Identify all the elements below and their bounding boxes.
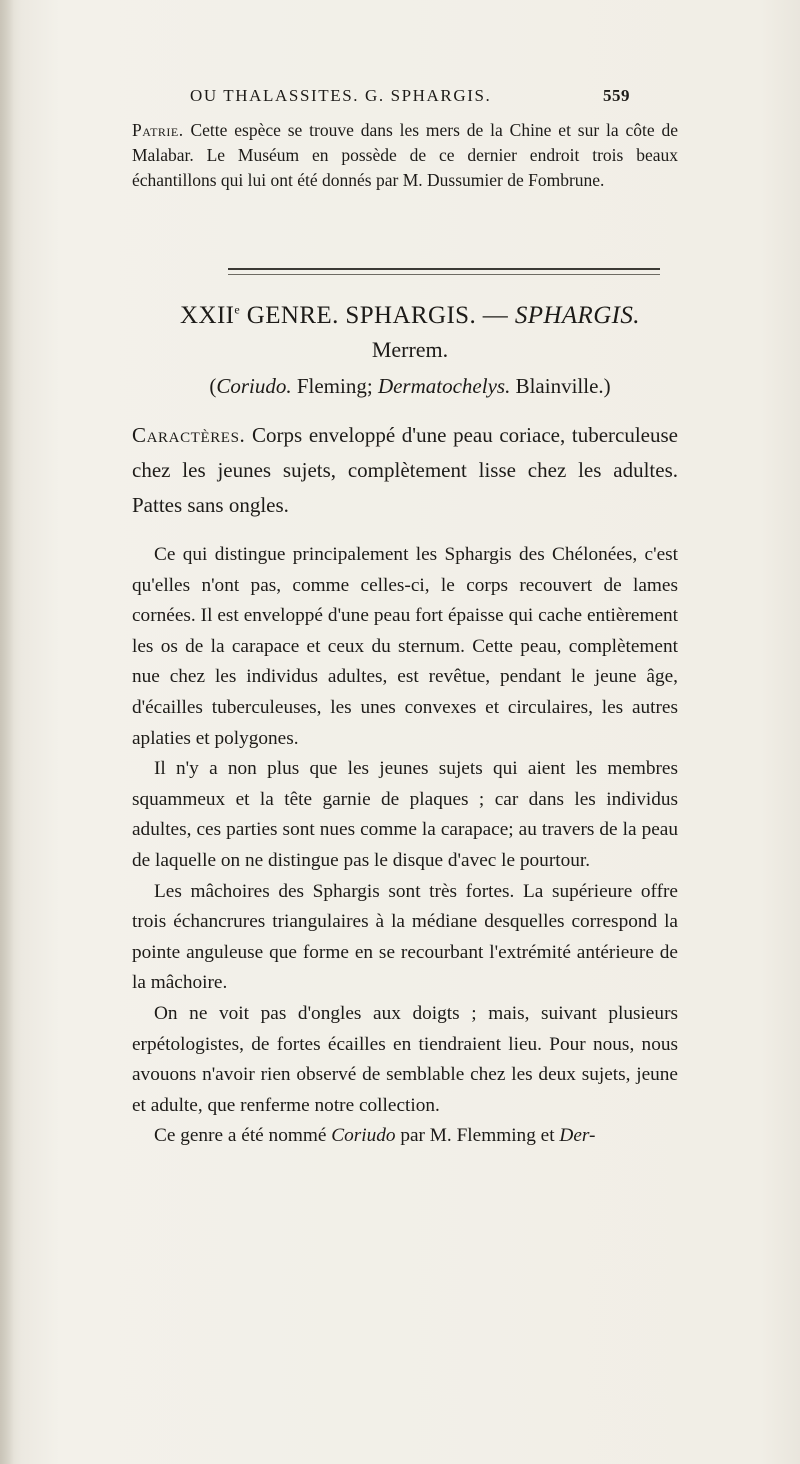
- genre-numeral-sup: e: [234, 302, 241, 317]
- page-number: 559: [603, 86, 630, 105]
- page-gutter-shadow: [0, 0, 14, 1464]
- body-paragraph-5: [132, 1121, 678, 1152]
- genre-italic-name: SPHARGIS.: [514, 302, 640, 329]
- genre-label: GENRE. SPHARGIS. —: [246, 302, 509, 329]
- caracteres-lead: Caractères.: [132, 423, 246, 447]
- synonym-fleming: Fleming;: [296, 374, 373, 398]
- running-head: [180, 86, 630, 114]
- running-head-title: OU THALASSITES. G. SPHARGIS.: [190, 86, 492, 105]
- section-divider-rule: [228, 268, 660, 275]
- body-paragraph-4: On ne voit pas d'ongles aux doigts ; mais, suivant plusieurs erpétologistes, de fortes écailles en tiendraient lieu. Pour nous, nous avouons n'avoir rien observé de semblable chez les deux sujets, jeune et adulte, que renferme notre collection.: [132, 1002, 678, 1116]
- genre-numeral: XXII: [180, 302, 235, 329]
- patrie-paragraph: [132, 118, 678, 193]
- synonym-open-paren: (: [209, 374, 217, 398]
- last-paragraph-der: Der-: [559, 1125, 596, 1147]
- genre-author: Merrem.: [371, 337, 449, 362]
- synonym-blainville: Blainville.): [515, 374, 611, 398]
- body-text: [132, 540, 678, 1152]
- last-paragraph-coriudo: Coriudo: [331, 1125, 396, 1147]
- genre-heading: [132, 302, 688, 330]
- caracteres-text: Corps enveloppé d'une peau coriace, tuberculeuse chez les jeunes sujets, complètement lisse chez les adultes. Pattes sans ongles.: [132, 423, 678, 517]
- patrie-text: Cette espèce se trouve dans les mers de la Chine et sur la côte de Malabar. Le Muséum en possède de ce dernier endroit trois beaux échantillons qui lui ont été donnés par M. Dussumier de Fombrune.: [132, 120, 679, 190]
- patrie-lead: Patrie.: [132, 120, 184, 140]
- last-paragraph-before: Ce genre a été nommé: [154, 1125, 327, 1147]
- body-paragraph-1: Ce qui distingue principalement les Sphargis des Chélonées, c'est qu'elles n'ont pas, comme celles-ci, le corps recouvert de lames cornées. Il est enveloppé d'une peau fort épaisse qui cache entièrement les os de la carapace et ceux du sternum. Cette peau, complètement nue chez les individus adultes, est revêtue, pendant le jeune âge, d'écailles tuberculeuses, les unes convexes et circulaires, les autres aplaties et polygones.: [132, 544, 678, 749]
- synonym-coriudo: Coriudo.: [216, 374, 292, 398]
- genre-synonyms: [132, 374, 688, 399]
- last-paragraph-middle: par M. Flemming et: [400, 1125, 555, 1147]
- synonym-dermatochelys: Dermatochelys.: [377, 374, 511, 398]
- body-paragraph-3: Les mâchoires des Sphargis sont très fortes. La supérieure offre trois échancrures triangulaires à la médiane desquelles correspond la pointe anguleuse que forme en se recourbant l'extrémité antérieure de la mâchoire.: [132, 880, 678, 994]
- caracteres-paragraph: [132, 418, 678, 523]
- body-paragraph-2: Il n'y a non plus que les jeunes sujets qui aient les membres squammeux et la tête garnie de plaques ; car dans les individus adultes, ces parties sont nues comme la carapace; au travers de la peau de laquelle on ne distingue pas le disque d'avec le pourtour.: [132, 758, 678, 871]
